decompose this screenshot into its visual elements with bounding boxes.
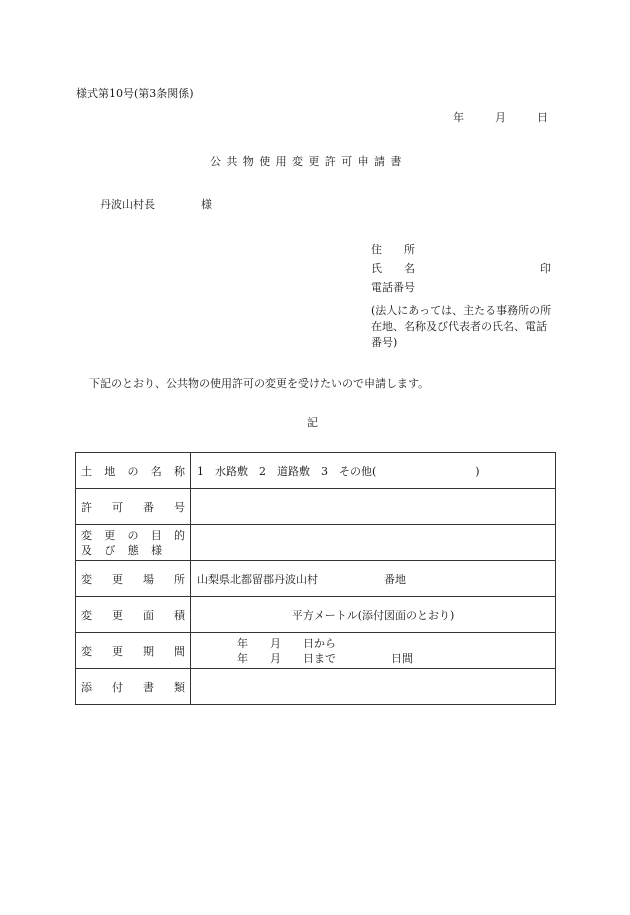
purpose-value[interactable] (191, 525, 556, 561)
area-label: 変 更 面 積 (76, 597, 191, 633)
land-name-value[interactable]: 1 水路敷 2 道路敷 3 その他( ) (191, 453, 556, 489)
date-day: 日 (537, 111, 548, 124)
document-title: 公共物使用変更許可申請書 (210, 155, 407, 168)
name-label: 氏 名 (371, 262, 415, 275)
table-row (76, 453, 556, 489)
phone-label: 電話番号 (371, 281, 415, 294)
addressee (100, 196, 212, 212)
attachments-label: 添 付 書 類 (76, 669, 191, 705)
attachments-value[interactable] (191, 669, 556, 705)
applicant-block (371, 240, 551, 351)
applicant-name-row (371, 259, 551, 278)
table-row (76, 525, 556, 561)
period-end: 年 月 日まで 日間 (237, 651, 413, 665)
address-label: 住 所 (371, 243, 415, 256)
land-name-label: 土 地 の 名 称 (76, 453, 191, 489)
table-row (76, 561, 556, 597)
date-year: 年 (453, 111, 464, 124)
seal-mark: 印 (540, 262, 551, 275)
form-number: 様式第10号(第3条関係) (76, 87, 194, 100)
application-date (453, 109, 548, 125)
permit-number-label: 許 可 番 号 (76, 489, 191, 525)
area-value[interactable]: 平方メートル(添付図面のとおり) (191, 597, 556, 633)
date-month: 月 (495, 111, 506, 124)
application-table (75, 452, 556, 705)
corporation-note: (法人にあっては、主たる事務所の所在地、名称及び代表者の氏名、電話番号) (371, 304, 552, 349)
location-value[interactable]: 山梨県北都留郡丹波山村 番地 (191, 561, 556, 597)
permit-number-value[interactable] (191, 489, 556, 525)
period-value[interactable] (191, 633, 556, 669)
period-start: 年 月 日から (237, 636, 336, 650)
table-row (76, 669, 556, 705)
applicant-phone-row (371, 278, 551, 297)
addressee-name: 丹波山村長 (100, 198, 155, 211)
applicant-address-row (371, 240, 551, 259)
table-row (76, 597, 556, 633)
addressee-honorific: 様 (201, 198, 212, 211)
table-row (76, 489, 556, 525)
location-label: 変 更 場 所 (76, 561, 191, 597)
purpose-label: 変 更 の 目 的 及 び 態 様 (76, 525, 191, 561)
ki-heading: 記 (307, 416, 318, 429)
period-label: 変 更 期 間 (76, 633, 191, 669)
intro-text: 下記のとおり、公共物の使用許可の変更を受けたいので申請します。 (89, 377, 430, 390)
table-row (76, 633, 556, 669)
